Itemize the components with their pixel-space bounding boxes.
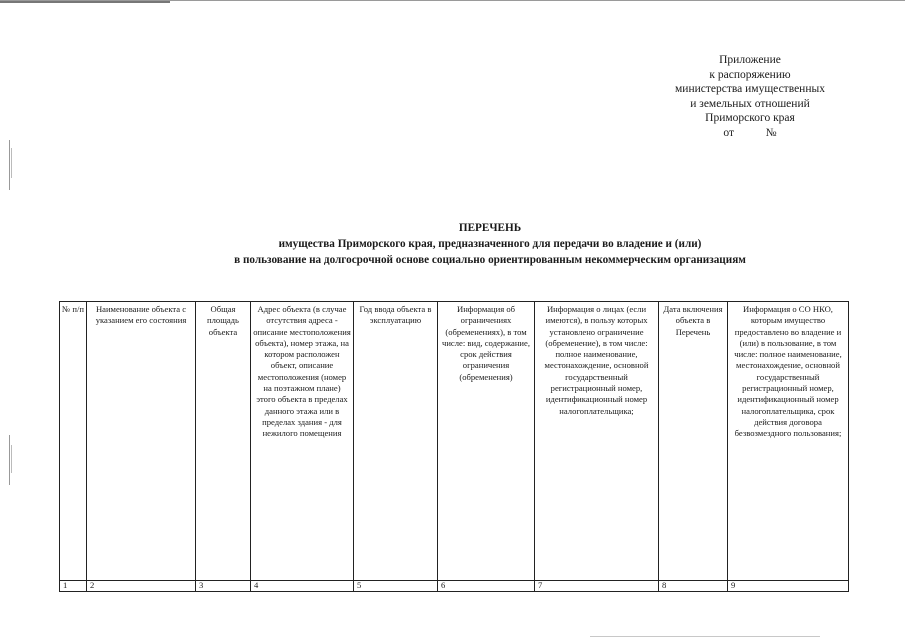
column-7 [535, 302, 659, 591]
column-header: Общая площадь объекта [207, 304, 239, 337]
column-number: 7 [538, 580, 543, 590]
title-heading: ПЕРЕЧЕНЬ [458, 222, 522, 234]
column-number: 4 [254, 580, 259, 590]
column-5 [354, 302, 438, 591]
column-header: Адрес объекта (в случае отсутствия адреса - описание местоположения объекта), номер этажа, на котором расположен объект, описание местоположения (номер на поэтажном плане) этого объекта в пределах данного этажа или в пределах здания - для нежилого помещения [253, 304, 351, 439]
column-number: 5 [357, 580, 362, 590]
title-line-2: имущества Приморского края, предназначенного для передачи во владение и (или) [278, 238, 702, 250]
column-number: 3 [199, 580, 204, 590]
column-header: Дата включения объекта в Перечень [663, 304, 723, 337]
column-header: Наименование объекта с указанием его состояния [95, 304, 187, 326]
column-4 [251, 302, 354, 591]
column-2 [87, 302, 196, 591]
title-line-3: в пользование на долгосрочной основе социально ориентированным некоммерческим организациям [234, 254, 746, 266]
column-8 [659, 302, 728, 591]
column-number: 1 [63, 580, 68, 590]
column-1 [60, 302, 87, 591]
property-list-table [59, 301, 849, 592]
appendix-line: Приложение [719, 54, 781, 66]
scan-top-edge [0, 0, 905, 3]
appendix-header [640, 53, 860, 141]
appendix-line: к распоряжению [709, 68, 791, 81]
column-header: Информация о СО НКО, которым имущество предоставлено во владение и (или) в пользование, в том числе: полное наименование, местонахождение, основной государственный регистрационный номер, идентификационный номер налогоплательщика, срок действия договора безвозмездного пользования; [734, 304, 842, 439]
column-number: 8 [662, 580, 667, 590]
column-header: Информация о лицах (если имеются), в пользу которых установлено ограничение (обременение), в том числе: полное наименование, местонахождение, основной государственный регистрационный номер, идентификационный номер налогоплательщика; [544, 304, 649, 416]
appendix-line: и земельных отношений [690, 97, 810, 110]
column-header: № п/п [62, 304, 84, 314]
column-number: 2 [90, 580, 95, 590]
column-number: 6 [441, 580, 446, 590]
column-header: Информация об ограничениях (обременениях), в том числе: вид, содержание, срок действия ограничения (обременения) [442, 304, 530, 382]
column-number: 9 [731, 580, 736, 590]
scan-artifact-mark [8, 435, 12, 485]
scan-bottom-edge [590, 636, 820, 637]
appendix-line: министерства имущественных [675, 83, 825, 96]
column-header: Год ввода объекта в эксплуатацию [359, 304, 432, 326]
scan-artifact-mark [8, 140, 12, 190]
column-3 [196, 302, 251, 591]
column-6 [438, 302, 535, 591]
column-9 [728, 302, 848, 591]
appendix-line: Приморского края [705, 112, 795, 125]
appendix-date-number-line: от № [723, 126, 777, 139]
document-title [130, 220, 850, 268]
